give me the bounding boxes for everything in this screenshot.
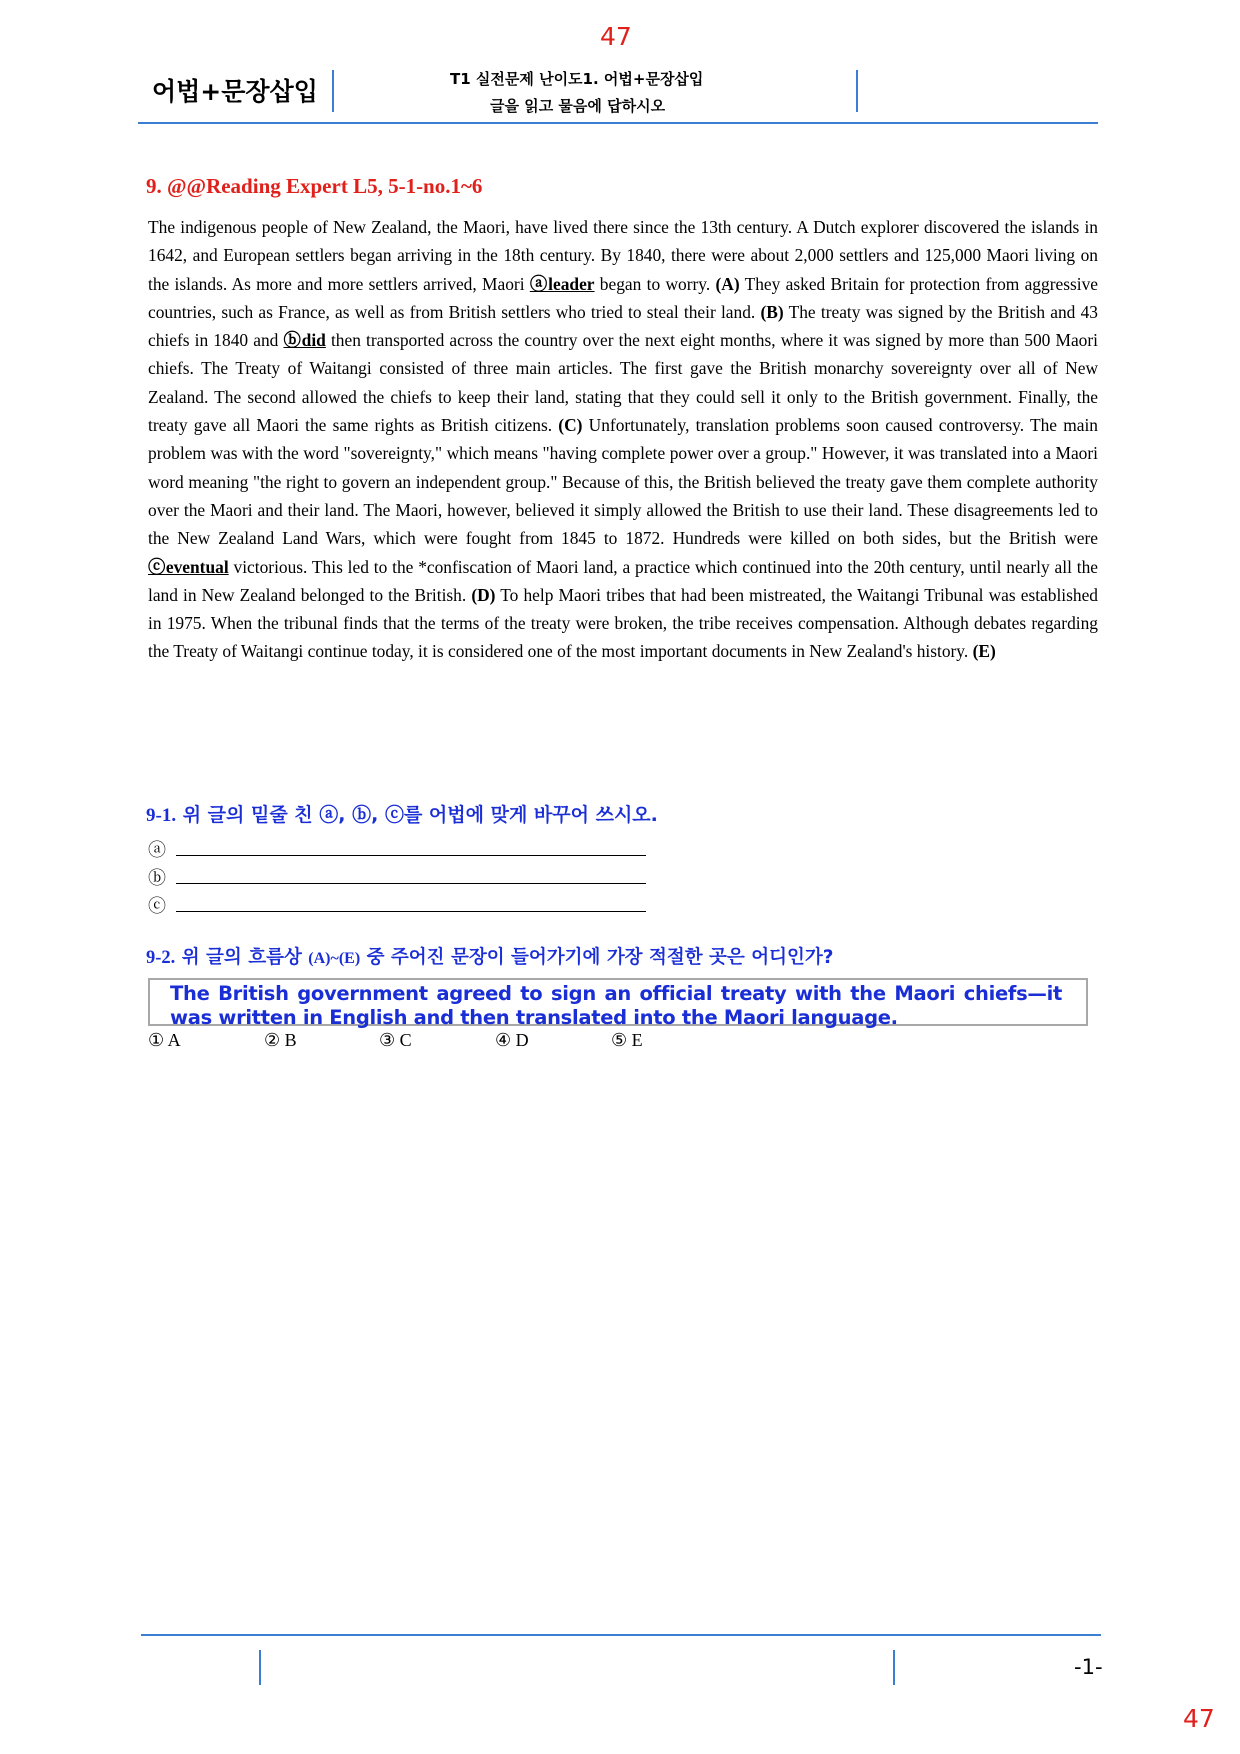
passage <box>148 213 1098 666</box>
answer-label-a: ⓐ <box>148 840 166 860</box>
page-number-bottom: 47 <box>1183 1704 1215 1733</box>
header-divider-right <box>856 70 858 112</box>
insert-mark-d: (D) <box>471 584 496 605</box>
question-title: 9. @@Reading Expert L5, 5-1-no.1~6 <box>146 174 483 198</box>
passage-text: began to worry. <box>594 273 716 294</box>
underlined-a: ⓐleader <box>529 273 595 294</box>
question-9-2-text: 위 글의 흐름상 <box>175 947 309 968</box>
insert-mark-a: (A) <box>715 273 740 294</box>
passage-text: then transported across the country over the next eight months, where it was signed by more than 500 Maori chiefs. The Treaty of Waitangi consisted of three main articles. The first gave the British monarchy sovereignty over all of New Zealand. The second allowed the chiefs to keep their land, stating that they could sell it only to the British government. Finally, the treaty gave all Maori the same rights as British citizens. <box>148 330 1098 436</box>
blank-line-c[interactable] <box>176 895 646 912</box>
insert-mark-b: (B) <box>760 301 784 322</box>
footer-rule <box>141 1634 1101 1636</box>
passage-text: The treaty was signed by the British and 43 chiefs in 1840 and <box>148 301 1098 351</box>
header-rule <box>138 122 1098 124</box>
question-9-1-number: 9-1. <box>146 805 177 826</box>
header-divider-left <box>332 70 334 112</box>
footer-page-label: -1- <box>1074 1655 1103 1679</box>
answer-line-a[interactable] <box>148 836 646 862</box>
passage-text: The indigenous people of New Zealand, the Maori, have lived there since the 13th century. A Dutch explorer discovered the islands in 1642, and European settlers began arriving in the 18th century. By 1840, there were about 2,000 settlers and 125,000 Maori living on the islands. As more and more settlers arrived, Maori <box>148 217 1098 294</box>
given-sentence-box <box>148 978 1088 1029</box>
header-subtitle-1: T1 실전문제 난이도1. 어법+문장삽입 <box>450 70 704 88</box>
underlined-b: ⓑdid <box>283 330 326 351</box>
answer-label-b: ⓑ <box>148 868 166 888</box>
question-9-1-text: 위 글의 밑줄 친 ⓐ, ⓑ, ⓒ를 어법에 맞게 바꾸어 쓰시오. <box>176 804 658 826</box>
choice-4[interactable]: ④ D <box>495 1030 529 1050</box>
choice-1[interactable]: ① A <box>148 1030 181 1050</box>
question-9-2-range: (A)~(E) <box>308 950 361 967</box>
header-subtitle-2: 글을 읽고 물음에 답하시오 <box>490 97 666 115</box>
footer-divider-right <box>893 1650 895 1685</box>
underlined-c: ⓒeventual <box>148 556 229 577</box>
blank-line-b[interactable] <box>176 867 646 884</box>
question-9-2-text: 중 주어진 문장이 들어가기에 가장 적절한 곳은 어디인가? <box>360 947 834 968</box>
passage-text: victorious. This led to the *confiscation of Maori land, a practice which continued into the 20th century, until nearly all the land in New Zealand belonged to the British. <box>148 556 1098 605</box>
choice-2[interactable]: ② B <box>264 1030 297 1050</box>
passage-text: They asked Britain for protection from aggressive countries, such as France, as well as from British settlers who tried to steal their land. <box>148 273 1098 322</box>
insert-mark-e: (E) <box>972 641 996 662</box>
choice-5[interactable]: ⑤ E <box>611 1030 643 1050</box>
question-9-2 <box>146 943 833 969</box>
passage-text: Unfortunately, translation problems soon caused controversy. The main problem was with the word "sovereignty," which means "having complete power over a group." However, it was translated into a Maori word meaning "the right to govern an independent group." Because of this, the British believed the treaty gave them complete authority over the Maori and their land. The Maori, however, believed it simply allowed the British to use their land. These disagreements led to the New Zealand Land Wars, which were fought from 1845 to 1872. Hundreds were killed on both sides, but the British were <box>148 415 1098 549</box>
question-9-1 <box>146 800 658 827</box>
question-9-2-number: 9-2. <box>146 948 176 968</box>
answer-line-c[interactable] <box>148 892 646 918</box>
page-number-top: 47 <box>600 22 632 51</box>
insert-mark-c: (C) <box>558 415 583 436</box>
answer-label-c: ⓒ <box>148 896 166 916</box>
choice-3[interactable]: ③ C <box>379 1030 412 1050</box>
given-sentence: The British government agreed to sign an official treaty with the Maori chiefs—it was written in English and then translated into the Maori language. <box>170 982 1062 1029</box>
footer-divider-left <box>259 1650 261 1685</box>
section-title: 어법+문장삽입 <box>152 77 318 106</box>
blank-line-a[interactable] <box>176 839 646 856</box>
answer-line-b[interactable] <box>148 864 646 890</box>
passage-text: To help Maori tribes that had been mistreated, the Waitangi Tribunal was established in 1975. When the tribunal finds that the terms of the treaty were broken, the tribe receives compensation. Although debates regarding the Treaty of Waitangi continue today, it is considered one of the most important documents in New Zealand's history. <box>148 584 1098 662</box>
